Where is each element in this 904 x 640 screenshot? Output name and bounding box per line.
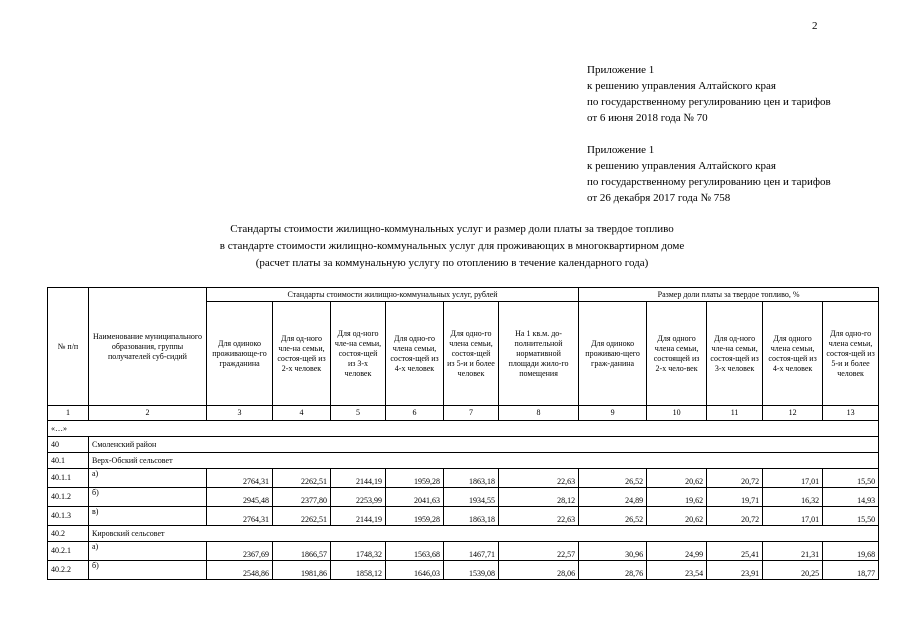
table-header	[48, 288, 879, 406]
column-number-cell: 11	[707, 406, 763, 421]
appendix-line: по государственному регулированию цен и тарифов	[587, 176, 831, 188]
subheader-cell: Для од-ного чле-на семьи, состоя-щей из 2-х человек	[273, 302, 331, 406]
appendix-line: по государственному регулированию цен и тарифов	[587, 96, 831, 108]
row-label-cell: а)	[89, 469, 207, 488]
value-cell: 2253,99	[331, 488, 386, 507]
value-cell: 1467,71	[444, 542, 499, 561]
value-cell: 20,72	[707, 507, 763, 526]
value-cell: 22,63	[499, 507, 579, 526]
value-cell: 1934,55	[444, 488, 499, 507]
title-line: (расчет платы за коммунальную услугу по отоплению в течение календарного года)	[255, 257, 649, 269]
column-number-cell: 10	[647, 406, 707, 421]
value-cell: 1866,57	[273, 542, 331, 561]
subheader-cell: Для од-ного чле-на семьи, состоя-щей из 3-х человек	[707, 302, 763, 406]
column-number-cell: 8	[499, 406, 579, 421]
value-cell: 28,06	[499, 561, 579, 580]
value-cell: 1959,28	[386, 469, 444, 488]
column-number-cell: 7	[444, 406, 499, 421]
appendix-line: к решению управления Алтайского края	[587, 160, 776, 172]
column-number-cell: 13	[823, 406, 879, 421]
page-number: 2	[812, 20, 818, 32]
value-cell: 14,93	[823, 488, 879, 507]
group-name-cell: Верх-Обский сельсовет	[89, 453, 879, 469]
group-code-cell: 40	[48, 437, 89, 453]
group-row	[48, 437, 879, 453]
row-label-cell: б)	[89, 561, 207, 580]
row-code-cell: 40.1.1	[48, 469, 89, 488]
table-row	[48, 561, 879, 580]
value-cell: 2041,63	[386, 488, 444, 507]
subheader-cell: Для одного члена семьи, состоящей из 2-х чело-век	[647, 302, 707, 406]
value-cell: 20,25	[763, 561, 823, 580]
row-code-cell: 40.1.2	[48, 488, 89, 507]
value-cell: 30,96	[579, 542, 647, 561]
table-row	[48, 469, 879, 488]
column-number-cell: 2	[89, 406, 207, 421]
subheader-cell: Для одно-го члена семьи, состоя-щей из 4-х человек	[386, 302, 444, 406]
value-cell: 2377,80	[273, 488, 331, 507]
appendix-line: Приложение 1	[587, 144, 655, 156]
value-cell: 22,63	[499, 469, 579, 488]
appendix-block-2	[587, 142, 831, 206]
document-title	[0, 221, 904, 272]
value-cell: 15,50	[823, 507, 879, 526]
ellipsis-row	[48, 421, 879, 437]
value-cell: 1858,12	[331, 561, 386, 580]
appendix-line: от 26 декабря 2017 года № 758	[587, 192, 731, 204]
value-cell: 20,62	[647, 507, 707, 526]
header-col-name: Наименование муниципального образования, группы получателей суб-сидий	[89, 288, 207, 406]
table-row	[48, 488, 879, 507]
value-cell: 2144,19	[331, 507, 386, 526]
value-cell: 18,77	[823, 561, 879, 580]
subheader-cell: Для одиноко проживаю-щего граж-данина	[579, 302, 647, 406]
value-cell: 1646,03	[386, 561, 444, 580]
value-cell: 2548,86	[207, 561, 273, 580]
value-cell: 28,12	[499, 488, 579, 507]
value-cell: 23,91	[707, 561, 763, 580]
value-cell: 2262,51	[273, 507, 331, 526]
value-cell: 1863,18	[444, 507, 499, 526]
row-label-cell: б)	[89, 488, 207, 507]
value-cell: 26,52	[579, 507, 647, 526]
header-group-fuel-share: Размер доли платы за твердое топливо, %	[579, 288, 879, 302]
subheader-cell: На 1 кв.м. до-полнительной нормативной площади жило-го помещения	[499, 302, 579, 406]
row-code-cell: 40.2.2	[48, 561, 89, 580]
value-cell: 23,54	[647, 561, 707, 580]
value-cell: 17,01	[763, 507, 823, 526]
value-cell: 2764,31	[207, 507, 273, 526]
group-code-cell: 40.1	[48, 453, 89, 469]
group-row	[48, 453, 879, 469]
group-name-cell: Кировский сельсовет	[89, 526, 879, 542]
table-body	[48, 406, 879, 580]
column-number-cell: 3	[207, 406, 273, 421]
value-cell: 28,76	[579, 561, 647, 580]
row-code-cell: 40.2.1	[48, 542, 89, 561]
value-cell: 2945,48	[207, 488, 273, 507]
subheader-cell: Для одно-го члена семьи, состоя-щей из 5-и и более человек	[444, 302, 499, 406]
value-cell: 2262,51	[273, 469, 331, 488]
header-group-standards: Стандарты стоимости жилищно-коммунальных услуг, рублей	[207, 288, 579, 302]
title-line: Стандарты стоимости жилищно-коммунальных услуг и размер доли платы за твердое топливо	[230, 223, 674, 235]
appendix-line: от 6 июня 2018 года № 70	[587, 112, 708, 124]
group-name-cell: Смоленский район	[89, 437, 879, 453]
value-cell: 2764,31	[207, 469, 273, 488]
column-number-cell: 9	[579, 406, 647, 421]
value-cell: 2367,69	[207, 542, 273, 561]
value-cell: 1959,28	[386, 507, 444, 526]
table-row	[48, 507, 879, 526]
value-cell: 24,99	[647, 542, 707, 561]
value-cell: 20,62	[647, 469, 707, 488]
group-row	[48, 526, 879, 542]
row-code-cell: 40.1.3	[48, 507, 89, 526]
row-label-cell: в)	[89, 507, 207, 526]
subheader-cell: Для одного члена семьи, состоя-щей из 4-х человек	[763, 302, 823, 406]
value-cell: 26,52	[579, 469, 647, 488]
column-number-cell: 12	[763, 406, 823, 421]
value-cell: 1981,86	[273, 561, 331, 580]
value-cell: 19,62	[647, 488, 707, 507]
value-cell: 20,72	[707, 469, 763, 488]
value-cell: 1863,18	[444, 469, 499, 488]
column-number-cell: 6	[386, 406, 444, 421]
value-cell: 17,01	[763, 469, 823, 488]
column-number-cell: 1	[48, 406, 89, 421]
value-cell: 21,31	[763, 542, 823, 561]
appendix-line: к решению управления Алтайского края	[587, 80, 776, 92]
column-number-cell: 5	[331, 406, 386, 421]
value-cell: 1563,68	[386, 542, 444, 561]
title-line: в стандарте стоимости жилищно-коммунальных услуг для проживающих в многоквартирном доме	[219, 240, 685, 252]
subheader-cell: Для одиноко проживающе-го гражданина	[207, 302, 273, 406]
header-col-num: № п/п	[48, 288, 89, 406]
subheader-cell: Для одно-го члена семьи, состоя-щей из 5-и и более человек	[823, 302, 879, 406]
value-cell: 15,50	[823, 469, 879, 488]
value-cell: 1539,08	[444, 561, 499, 580]
group-code-cell: 40.2	[48, 526, 89, 542]
value-cell: 22,57	[499, 542, 579, 561]
subheader-cell: Для од-ного чле-на семьи, состоя-щей из 3-х человек	[331, 302, 386, 406]
appendix-line: Приложение 1	[587, 64, 655, 76]
value-cell: 25,41	[707, 542, 763, 561]
value-cell: 24,89	[579, 488, 647, 507]
table-row	[48, 542, 879, 561]
ellipsis-cell: «…»	[48, 421, 879, 437]
appendix-block-1	[587, 62, 831, 126]
row-label-cell: а)	[89, 542, 207, 561]
column-number-cell: 4	[273, 406, 331, 421]
column-number-row	[48, 406, 879, 421]
value-cell: 19,68	[823, 542, 879, 561]
tariff-table	[47, 287, 879, 580]
value-cell: 2144,19	[331, 469, 386, 488]
value-cell: 1748,32	[331, 542, 386, 561]
value-cell: 16,32	[763, 488, 823, 507]
value-cell: 19,71	[707, 488, 763, 507]
